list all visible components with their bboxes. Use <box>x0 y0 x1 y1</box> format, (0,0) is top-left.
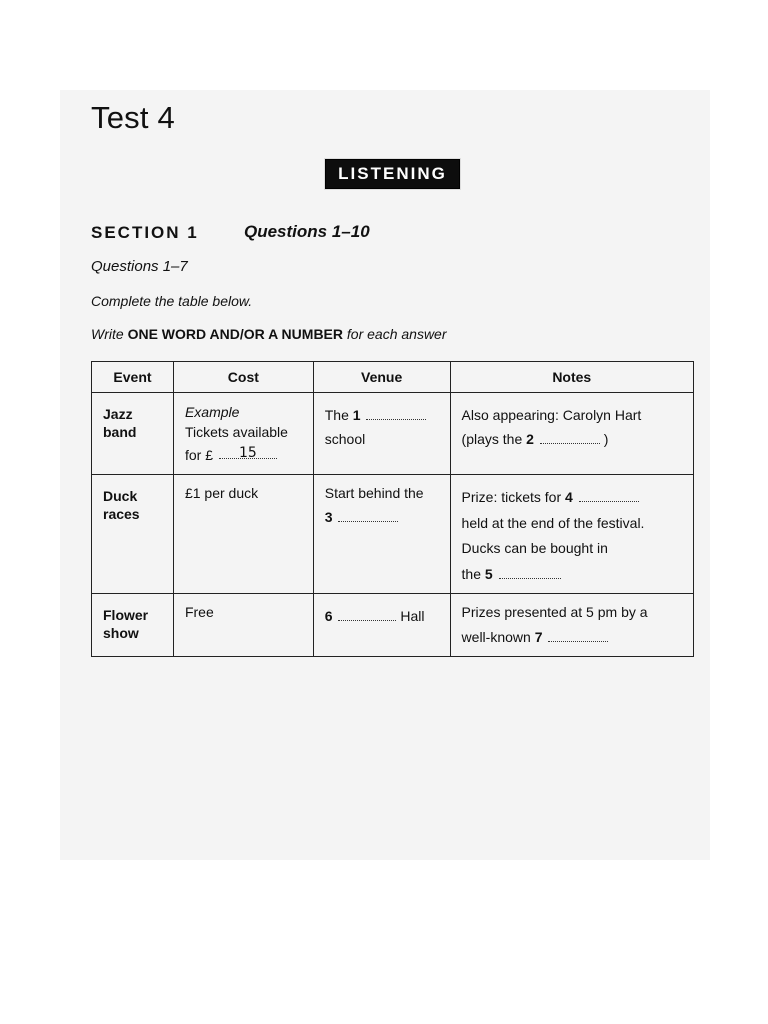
answer-blank[interactable] <box>338 610 396 621</box>
notes-line: Prizes presented at 5 pm by a <box>461 604 648 620</box>
cost-text: Free <box>184 604 214 620</box>
event-cell <box>92 475 174 594</box>
event-cell <box>92 594 174 657</box>
question-number: 5 <box>484 565 493 582</box>
notes-line: held at the end of the festival. <box>461 514 645 531</box>
header-venue: Venue <box>313 362 450 393</box>
notes-suffix: ) <box>603 431 609 447</box>
example-label: Example <box>184 404 240 420</box>
notes-cell <box>450 475 693 594</box>
instruction-word-limit <box>91 326 447 342</box>
header-cost: Cost <box>173 362 313 393</box>
venue-prefix: The <box>324 407 349 423</box>
answer-blank[interactable] <box>366 409 426 420</box>
venue-suffix: Hall <box>400 608 425 624</box>
cost-cell <box>173 393 313 475</box>
question-number: 4 <box>565 489 573 505</box>
test-title: Test 4 <box>91 100 175 135</box>
notes-line <box>462 625 683 650</box>
question-number: 6 <box>324 608 333 624</box>
notes-prefix: Prize: tickets for <box>461 489 562 505</box>
section-label: SECTION 1 <box>91 223 199 242</box>
header-event: Event <box>92 362 174 393</box>
section-questions: Questions 1–10 <box>244 222 370 241</box>
notes-line: Ducks can be bought in <box>461 540 608 556</box>
question-number: 2 <box>526 431 534 447</box>
instruction-complete-table: Complete the table below. <box>91 293 253 309</box>
cost-text: £1 per duck <box>184 485 259 501</box>
event-name: Jazz band <box>103 406 137 440</box>
cost-cell <box>173 475 313 594</box>
answer-blank <box>219 442 277 459</box>
venue-cell <box>313 594 450 657</box>
instruction-suffix: for each answer <box>343 326 447 342</box>
notes-line <box>462 485 683 511</box>
notes-prefix: the <box>461 565 482 582</box>
question-number: 1 <box>352 407 361 423</box>
venue-cell <box>313 393 450 475</box>
venue-line: Start behind the <box>324 485 424 501</box>
answer-blank[interactable] <box>499 568 561 579</box>
part-questions: Questions 1–7 <box>91 258 188 275</box>
venue-line <box>325 505 440 529</box>
venue-line <box>325 403 440 427</box>
header-notes: Notes <box>450 362 693 393</box>
notes-prefix: well-known <box>461 629 531 645</box>
table-header-row <box>92 362 694 393</box>
notes-line <box>462 562 683 588</box>
listening-banner <box>325 159 460 189</box>
table-row <box>92 594 694 657</box>
event-name: Duck races <box>103 488 140 522</box>
events-table <box>91 361 694 657</box>
event-cell <box>92 393 174 475</box>
cost-cell <box>173 594 313 657</box>
answer-blank[interactable] <box>338 511 398 522</box>
cost-line: Tickets available <box>184 424 288 440</box>
table-row <box>92 475 694 594</box>
event-name: Flower show <box>103 607 149 641</box>
notes-cell <box>450 594 693 657</box>
handwritten-answer: 15 <box>238 445 257 461</box>
answer-blank[interactable] <box>579 491 639 502</box>
question-number: 7 <box>534 629 543 645</box>
instruction-prefix: Write <box>91 326 128 342</box>
answer-blank[interactable] <box>540 433 600 444</box>
table-row <box>92 393 694 475</box>
answer-blank[interactable] <box>548 631 608 642</box>
venue-cell <box>313 475 450 594</box>
notes-line <box>462 427 683 451</box>
notes-prefix: (plays the <box>461 431 523 447</box>
cost-prefix: for £ <box>184 447 213 463</box>
venue-suffix: school <box>324 431 366 447</box>
instruction-word-limit-bold: ONE WORD AND/OR A NUMBER <box>127 326 343 342</box>
question-number: 3 <box>324 509 333 525</box>
listening-label: LISTENING <box>338 164 447 183</box>
notes-cell <box>450 393 693 475</box>
cost-answer-line <box>185 442 303 468</box>
notes-line: Also appearing: Carolyn Hart <box>461 407 642 423</box>
